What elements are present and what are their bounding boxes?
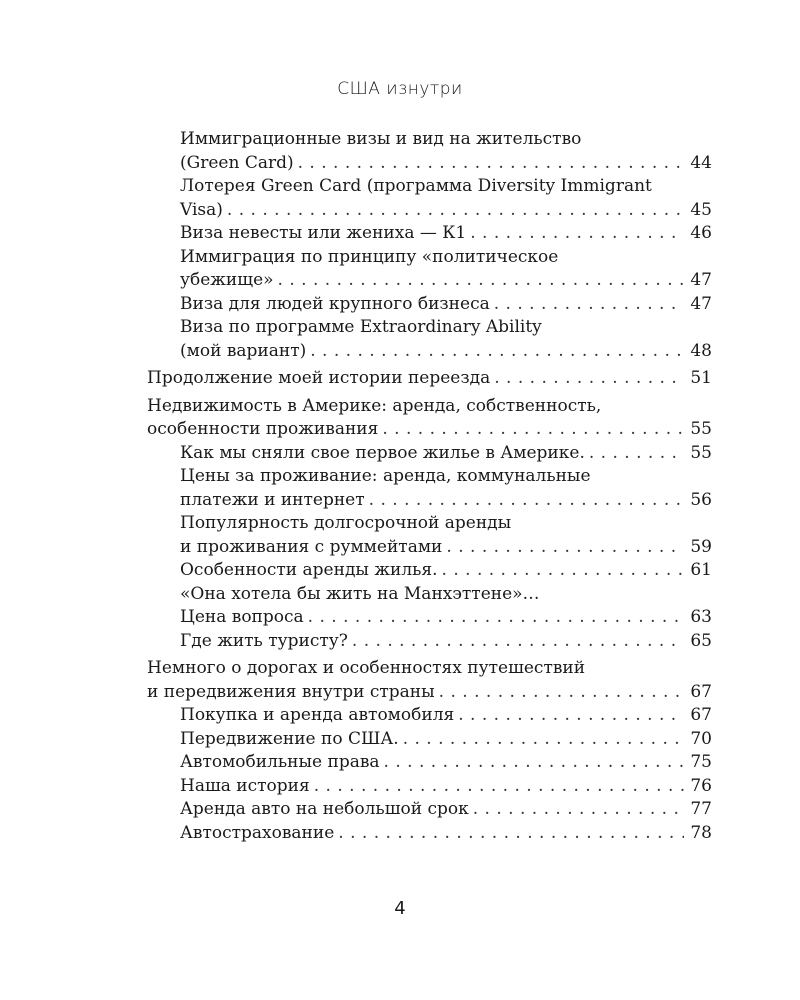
dot-leader — [308, 606, 684, 630]
toc-entry-title-line: Иммиграция по принципу «политическое — [180, 246, 559, 267]
toc-entry-title: Где жить туристу? — [180, 630, 348, 651]
toc-entry-leader-line — [180, 152, 712, 176]
toc-entry-page-number: 47 — [690, 270, 712, 290]
dot-leader — [494, 293, 684, 317]
toc-entry-title: Цена вопроса — [180, 607, 304, 627]
toc-entry-page-number: 55 — [690, 442, 712, 463]
dot-leader — [227, 199, 684, 223]
toc-entry[interactable] — [147, 395, 712, 442]
dot-leader — [494, 367, 684, 391]
dot-leader — [314, 775, 684, 799]
toc-entry-title-line: Цены за проживание: аренда, коммунальные — [180, 466, 591, 486]
toc-entry-leader-line — [180, 340, 712, 364]
toc-entry-title-line: «Она хотела бы жить на Манхэттене»… — [180, 583, 540, 604]
toc-entry-page-number: 76 — [690, 775, 712, 796]
toc-entry-title: Наша история — [180, 775, 310, 796]
toc-entry-title: (Green Card) — [180, 152, 294, 173]
toc-entry-page-number: 56 — [690, 489, 712, 510]
toc-entry-page-number: 70 — [690, 728, 712, 749]
toc-entry-leader-line — [180, 728, 712, 752]
toc-entry-leader-line — [180, 606, 712, 630]
toc-entry-title: Visa) — [180, 199, 223, 220]
toc-entry[interactable] — [147, 583, 712, 630]
toc-entry-page-number: 75 — [690, 752, 712, 772]
toc-entry-title-line: Иммиграционные визы и вид на жительство — [180, 129, 582, 149]
toc-entry-leader-line — [180, 751, 712, 775]
dot-leader — [338, 822, 684, 846]
toc-entry-title: Автострахование — [180, 822, 335, 843]
toc-entry[interactable] — [147, 728, 712, 752]
toc-entry-leader-line — [180, 222, 712, 246]
toc-entry-page-number: 55 — [690, 419, 712, 439]
dot-leader — [382, 418, 684, 442]
toc-entry-leader-line — [180, 293, 712, 317]
running-head: США изнутри — [337, 79, 463, 99]
toc-entry-title: Передвижение по США. — [180, 728, 399, 749]
toc-entry[interactable] — [147, 704, 712, 728]
toc-entry-page-number: 67 — [690, 681, 712, 702]
dot-leader — [369, 489, 684, 513]
dot-leader — [589, 442, 684, 466]
toc-entry[interactable] — [147, 442, 712, 466]
toc-entry[interactable] — [147, 175, 712, 222]
toc-entry-leader-line — [180, 536, 712, 560]
toc-entry-leader-line — [180, 559, 712, 583]
dot-leader — [310, 340, 684, 364]
toc-entry-title: и проживания с руммейтами — [180, 536, 443, 557]
toc-entry-title: Виза для людей крупного бизнеса — [180, 293, 490, 314]
toc-entry-title: (мой вариант) — [180, 340, 307, 361]
toc-entry-title-line: Лотерея Green Card (программа Diversity Immigrant — [180, 176, 652, 196]
toc-entry-leader-line — [147, 418, 712, 442]
toc-entry[interactable] — [147, 222, 712, 246]
dot-leader — [439, 681, 684, 705]
toc-entry-page-number: 67 — [690, 705, 712, 725]
toc-entry-page-number: 47 — [690, 293, 712, 314]
toc-entry[interactable] — [147, 751, 712, 775]
toc-entry[interactable] — [147, 293, 712, 317]
toc-entry-title: особенности проживания — [147, 419, 379, 439]
toc-entry-title: Как мы сняли свое первое жилье в Америке. — [180, 442, 585, 463]
toc-entry[interactable] — [147, 367, 712, 391]
toc-entry-leader-line — [147, 367, 712, 391]
dot-leader — [458, 704, 684, 728]
dot-leader — [473, 798, 684, 822]
toc-entry-title: Аренда авто на небольшой срок — [180, 799, 469, 819]
dot-leader — [352, 630, 684, 654]
toc-entry-leader-line — [180, 798, 712, 822]
toc-entry-leader-line — [180, 630, 712, 654]
toc-entry-title: Покупка и аренда автомобиля — [180, 705, 455, 725]
toc-entry[interactable] — [147, 465, 712, 512]
table-of-contents — [147, 128, 712, 845]
toc-entry-leader-line — [180, 269, 712, 293]
toc-entry-page-number: 61 — [690, 560, 712, 580]
toc-entry-title: платежи и интернет — [180, 489, 365, 510]
toc-entry[interactable] — [147, 775, 712, 799]
toc-entry[interactable] — [147, 630, 712, 654]
toc-entry-page-number: 44 — [690, 152, 712, 173]
dot-leader — [278, 269, 684, 293]
toc-entry-title: Продолжение моей истории переезда — [147, 368, 491, 388]
toc-entry-page-number: 46 — [690, 223, 712, 243]
toc-entry-leader-line — [147, 681, 712, 705]
toc-entry[interactable] — [147, 246, 712, 293]
toc-entry-page-number: 45 — [690, 199, 712, 220]
toc-entry-title-line: Виза по программе Extraordinary Ability — [180, 317, 542, 337]
toc-entry-title: убежище» — [180, 270, 274, 290]
toc-entry-leader-line — [180, 199, 712, 223]
toc-entry-page-number: 48 — [690, 340, 712, 361]
dot-leader — [442, 559, 684, 583]
toc-entry-page-number: 78 — [690, 822, 712, 843]
dot-leader — [298, 152, 684, 176]
toc-entry-title-line: Немного о дорогах и особенностях путешествий — [147, 658, 586, 678]
dot-leader — [470, 222, 684, 246]
toc-entry-page-number: 59 — [690, 536, 712, 557]
toc-entry[interactable] — [147, 128, 712, 175]
dot-leader — [403, 728, 684, 752]
toc-entry[interactable] — [147, 822, 712, 846]
toc-entry-leader-line — [180, 775, 712, 799]
toc-entry[interactable] — [147, 657, 712, 704]
toc-entry[interactable] — [147, 316, 712, 363]
toc-entry-page-number: 65 — [690, 630, 712, 651]
page-number: 4 — [394, 898, 406, 919]
toc-entry[interactable] — [147, 798, 712, 822]
dot-leader — [446, 536, 684, 560]
toc-entry-page-number: 63 — [690, 607, 712, 627]
toc-entry-page-number: 77 — [690, 799, 712, 819]
toc-entry-title: Особенности аренды жилья. — [180, 560, 438, 580]
toc-entry[interactable] — [147, 512, 712, 559]
toc-entry-title: и передвижения внутри страны — [147, 681, 435, 702]
dot-leader — [384, 751, 684, 775]
toc-entry-leader-line — [180, 442, 712, 466]
toc-entry-title: Виза невесты или жениха — К1 — [180, 223, 467, 243]
toc-entry-title-line: Популярность долгосрочной аренды — [180, 513, 512, 533]
toc-entry-title-line: Недвижимость в Америке: аренда, собственность, — [147, 395, 602, 416]
toc-entry-leader-line — [180, 704, 712, 728]
toc-entry-page-number: 51 — [690, 368, 712, 388]
toc-entry-title: Автомобильные права — [180, 752, 380, 772]
toc-entry[interactable] — [147, 559, 712, 583]
toc-entry-leader-line — [180, 822, 712, 846]
toc-entry-leader-line — [180, 489, 712, 513]
